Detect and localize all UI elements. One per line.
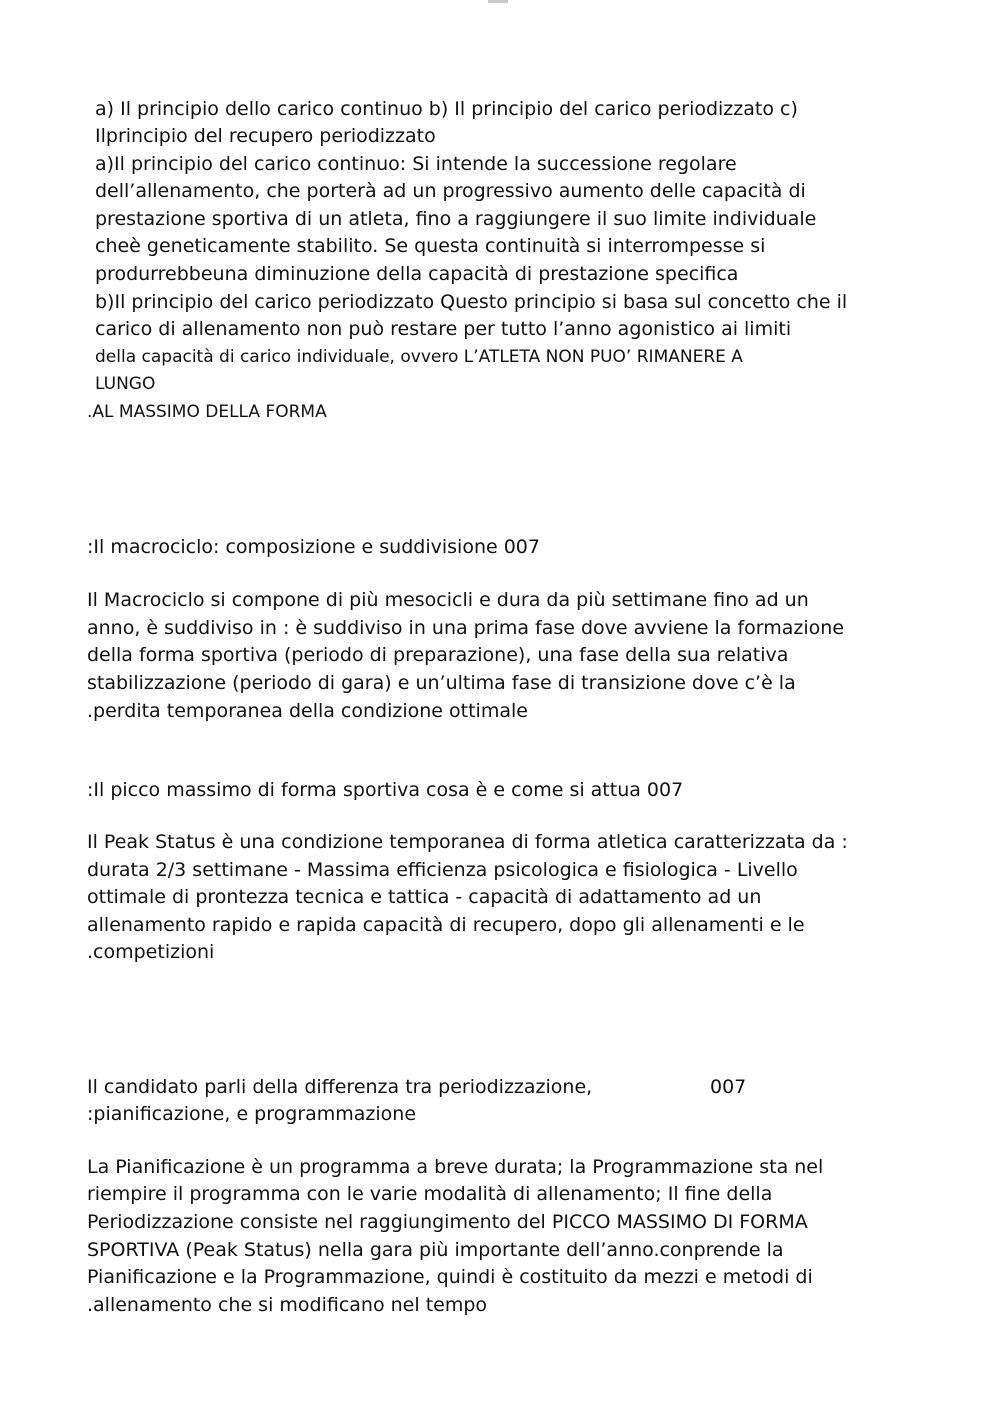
- text-line: carico di allenamento non può restare per tutto l’anno agonistico ai limiti: [95, 318, 792, 340]
- text-line: della capacità di carico individuale, ovvero L’ATLETA NON PUO’ RIMANERE A: [95, 347, 743, 367]
- text-line: stabilizzazione (periodo di gara) e un’ultima fase di transizione dove c’è la: [87, 672, 796, 694]
- section-heading: :Il macrociclo: composizione e suddivisione 007: [87, 536, 540, 558]
- text-line: dell’allenamento, che porterà ad un progressivo aumento delle capacità di: [95, 180, 806, 202]
- header-mark: [488, 0, 508, 3]
- text-line: .AL MASSIMO DELLA FORMA: [87, 402, 327, 422]
- text-line: Pianificazione e la Programmazione, quindi è costituito da mezzi e metodi di: [87, 1266, 813, 1288]
- text-line: .allenamento che si modificano nel tempo: [87, 1294, 488, 1316]
- text-line: .competizioni: [87, 941, 215, 963]
- text-line: SPORTIVA (Peak Status) nella gara più importante dell’anno.conprende la: [87, 1239, 784, 1261]
- text-line: La Pianificazione è un programma a breve durata; la Programmazione sta nel: [87, 1156, 824, 1178]
- section-heading: :pianificazione, e programmazione: [87, 1103, 417, 1125]
- text-line: .perdita temporanea della condizione ottimale: [87, 700, 528, 722]
- text-line: LUNGO: [95, 374, 156, 394]
- text-line: durata 2/3 settimane - Massima efficienza psicologica e fisiologica - Livello: [87, 859, 798, 881]
- text-line: riempire il programma con le varie modalità di allenamento; Il fine della: [87, 1183, 773, 1205]
- text-line: della forma sportiva (periodo di preparazione), una fase della sua relativa: [87, 644, 789, 666]
- section-heading: :Il picco massimo di forma sportiva cosa è e come si attua 007: [87, 779, 684, 801]
- text-line: prestazione sportiva di un atleta, fino a raggiungere il suo limite individuale: [95, 208, 817, 230]
- section-heading: Il candidato parli della differenza tra periodizzazione,: [87, 1076, 593, 1098]
- text-line: produrrebbeuna diminuzione della capacità di prestazione specifica: [95, 263, 739, 285]
- text-line: Periodizzazione consiste nel raggiungimento del PICCO MASSIMO DI FORMA: [87, 1211, 808, 1233]
- text-line: Ilprincipio del recupero periodizzato: [95, 125, 436, 147]
- text-line: b)Il principio del carico periodizzato Questo principio si basa sul concetto che il: [95, 291, 848, 313]
- text-line: anno, è suddiviso in : è suddiviso in una prima fase dove avviene la formazione: [87, 617, 845, 639]
- text-line: allenamento rapido e rapida capacità di recupero, dopo gli allenamenti e le: [87, 914, 805, 936]
- text-line: a) Il principio dello carico continuo b) Il principio del carico periodizzato c): [95, 98, 798, 120]
- text-line: Il Peak Status è una condizione temporanea di forma atletica caratterizzata da :: [87, 831, 848, 853]
- section-heading-code: 007: [710, 1076, 747, 1098]
- text-line: Il Macrociclo si compone di più mesocicli e dura da più settimane fino ad un: [87, 589, 809, 611]
- text-line: a)Il principio del carico continuo: Si intende la successione regolare: [95, 153, 737, 175]
- text-line: cheè geneticamente stabilito. Se questa continuità si interrompesse si: [95, 235, 766, 257]
- text-line: ottimale di prontezza tecnica e tattica - capacità di adattamento ad un: [87, 886, 762, 908]
